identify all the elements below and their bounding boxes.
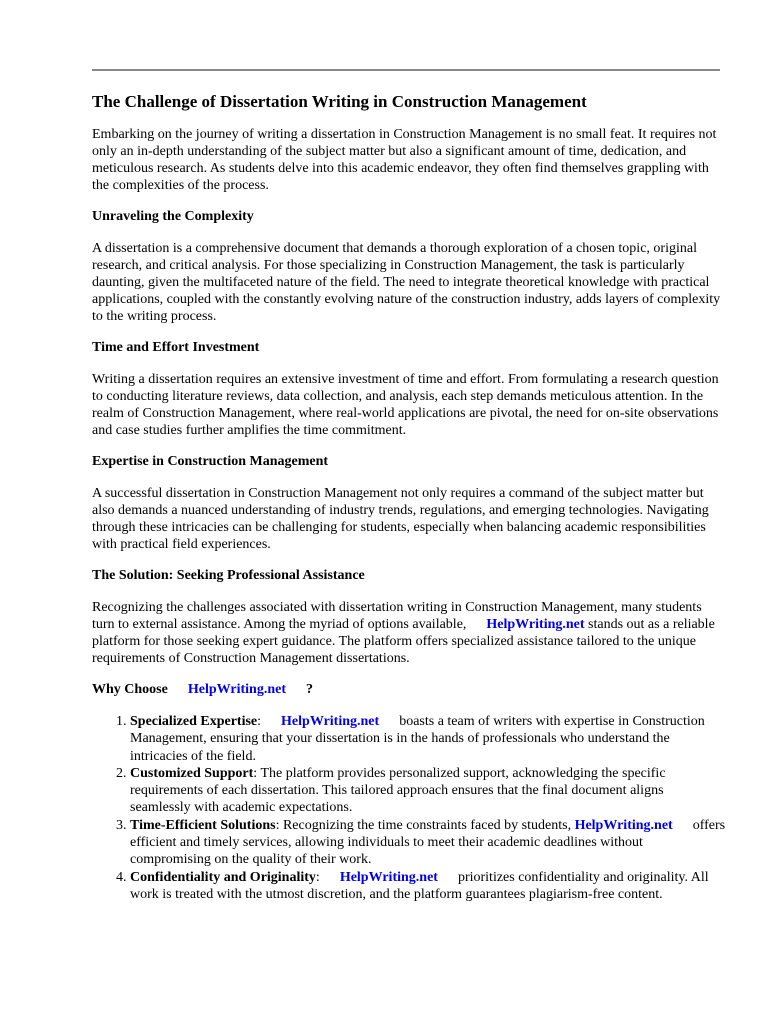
list-item-separator: : [315, 869, 320, 885]
section-body-time-effort: Writing a dissertation requires an extensive investment of time and effort. From formulating a research question to conducting literature reviews, data collection, and analysis, each step demands meticulous attention. In the realm of Construction Management, where real-world applications are pivotal, the need for on-site observations and case studies further amplifies the time commitment. [92, 372, 719, 438]
why-choose-question-mark: ? [306, 682, 313, 697]
list-item-term: Specialized Expertise [130, 714, 258, 729]
section-body-solution [92, 599, 726, 667]
section-heading-expertise: Expertise in Construction Management [92, 454, 329, 469]
helpwriting-link[interactable]: HelpWriting.net [187, 682, 286, 697]
benefits-list [92, 713, 726, 903]
list-item-term: Customized Support [130, 765, 254, 781]
why-choose-label: Why Choose [92, 682, 168, 697]
section-heading-time-effort: Time and Effort Investment [92, 340, 260, 355]
list-item-text: prioritizes confidentiality and originality. All work is treated with the utmost discretion, and the platform guarantees plagiarism-free content. [130, 869, 709, 902]
helpwriting-link[interactable]: HelpWriting.net [486, 617, 585, 632]
list-item-separator: : [275, 817, 280, 833]
section-body-complexity: A dissertation is a comprehensive document that demands a thorough exploration of a chosen topic, original research, and critical analysis. For those specializing in Construction Management, the task is particularly daunting, given the multifaceted nature of the field. The need to integrate theoretical knowledge with practical applications, coupled with the constantly evolving nature of the construction industry, adds layers of complexity to the writing process. [92, 241, 721, 324]
list-item-term: Confidentiality and Originality [130, 869, 316, 885]
list-item-text: The platform provides personalized support, acknowledging the specific requirements of each dissertation. This tailored approach ensures that the final document aligns seamlessly with academic expectations. [130, 765, 666, 816]
list-item [130, 713, 726, 765]
list-item-separator: : [253, 765, 258, 781]
list-item [130, 817, 726, 869]
solution-text-before: Recognizing the challenges associated with dissertation writing in Construction Management, many students turn to external assistance. Among the myriad of options available, [92, 600, 702, 632]
helpwriting-link[interactable]: HelpWriting.net [574, 817, 673, 833]
list-item-separator: : [257, 714, 262, 729]
list-item-term: Time-Efficient Solutions [130, 817, 276, 833]
list-item-text: boasts a team of writers with expertise in Construction Management, ensuring that your dissertation is in the hands of professionals who understand the intricacies of the field. [130, 714, 705, 764]
why-choose-heading [92, 681, 726, 698]
section-heading-solution: The Solution: Seeking Professional Assistance [92, 568, 365, 583]
list-item [130, 765, 726, 817]
intro-paragraph: Embarking on the journey of writing a dissertation in Construction Management is no small feat. It requires not only an in-depth understanding of the subject matter but also a significant amount of time, dedication, and meticulous research. As students delve into this academic endeavor, they often find themselves grappling with the complexities of the process. [92, 127, 717, 193]
document-title: The Challenge of Dissertation Writing in Construction Management [92, 92, 587, 111]
list-item-text-before: Recognizing the time constraints faced by students, [282, 817, 572, 833]
top-divider [92, 69, 720, 71]
list-item [130, 869, 726, 904]
helpwriting-link[interactable]: HelpWriting.net [281, 714, 380, 729]
section-body-expertise: A successful dissertation in Construction Management not only requires a command of the subject matter but also demands a nuanced understanding of industry trends, regulations, and emerging technologies. Navigating through these intricacies can be challenging for students, especially when balancing academic responsibilities with practical field experiences. [92, 486, 709, 552]
document-body [92, 92, 726, 903]
solution-text-after: stands out as a reliable platform for those seeking expert guidance. The platform offers specialized assistance tailored to the unique requirements of Construction Management dissertations. [92, 617, 715, 666]
list-item-text: offers efficient and timely services, allowing individuals to meet their academic deadlines without compromising on the quality of their work. [130, 817, 726, 868]
helpwriting-link[interactable]: HelpWriting.net [339, 869, 438, 885]
section-heading-complexity: Unraveling the Complexity [92, 209, 254, 224]
